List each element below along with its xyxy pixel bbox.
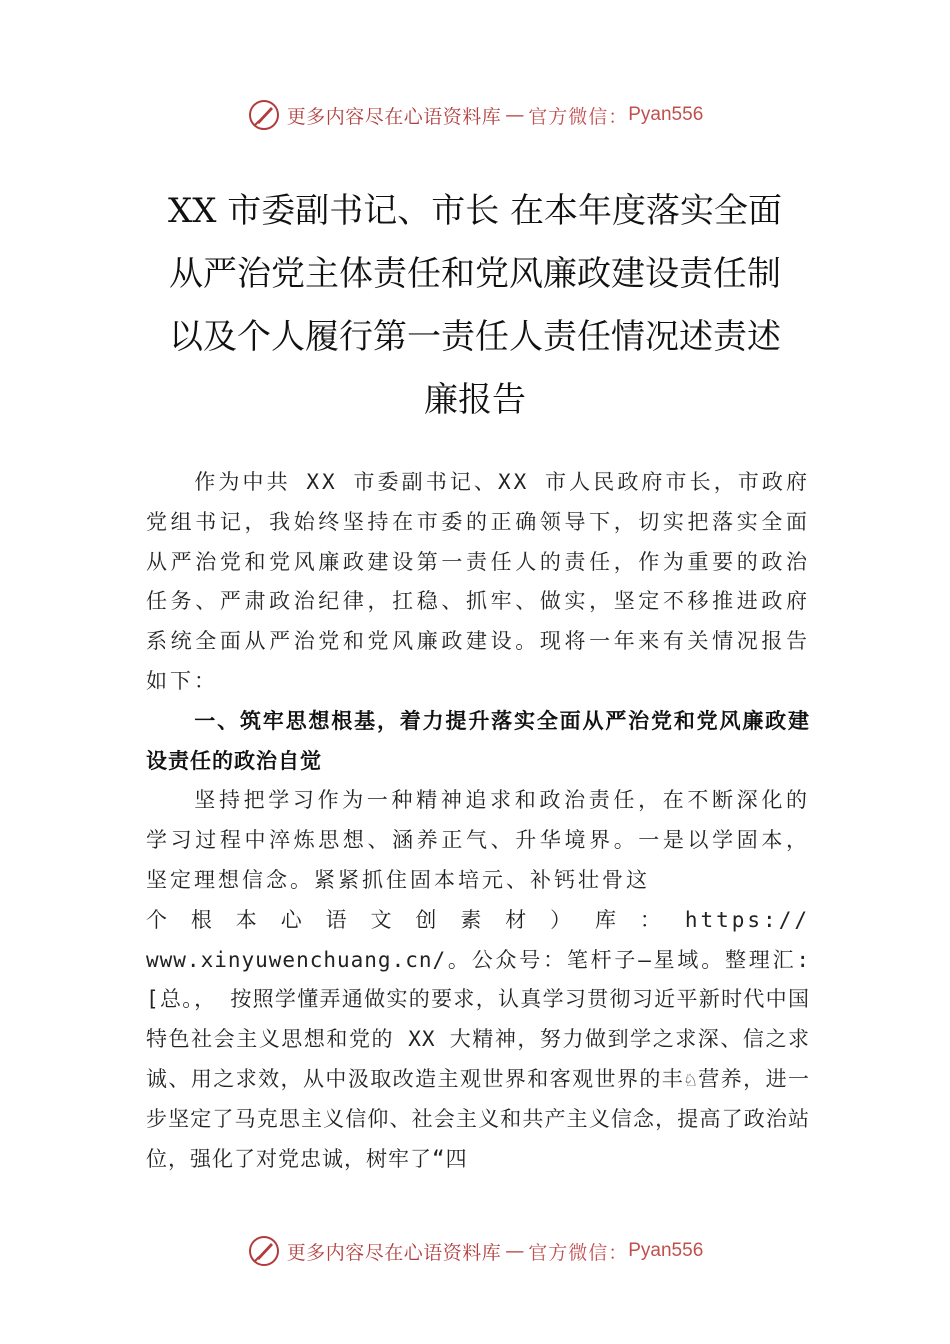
title-line: 以及个人履行第一责任人责任情况述责述 [169, 317, 781, 357]
watermark-wechat-id: Pyan556 [628, 104, 704, 125]
watermark-wechat-id: Pyan556 [628, 1240, 704, 1261]
paragraph-1-spread-line: 个 根 本 心 语 文 创 素 材 ） 库 ： https:// [146, 907, 810, 932]
watermark-brand: 更多内容尽在心语资料库 [286, 1241, 502, 1264]
quill-logo-icon [247, 1234, 281, 1268]
paragraph-1a: 坚持把学习作为一种精神追求和政治责任，在不断深化的学习过程中淬炼思想、涵养正气、升华境界。一是以学固本，坚定理想信念。紧紧抓住固本培元、补钙壮骨这 [146, 788, 810, 892]
document-body [146, 463, 810, 1179]
watermark-dash: — [505, 1240, 525, 1262]
paragraph-1b: www.xinyuwenchuang.cn/。公众号：笔杆子—星域。整理汇:[总。， 按照学懂弄通做实的要求，认真学习贯彻习近平新时代中国特色社会主义思想和党的 XX 大精神，努力做到学之求深、信之求诚、用之求效，从中汲取改造主观世界和客观世界的丰♘营养，进一步坚定了马克思主义信仰、社会主义和共产主义信念，提高了政治站位，强化了对党忠诚，树牢了“四 [146, 947, 810, 1171]
title-line: 廉报告 [424, 380, 526, 420]
watermark-dash: — [505, 104, 525, 126]
intro-paragraph: 作为中共 XX 市委副书记、XX 市人民政府市长，市政府党组书记，我始终坚持在市委的正确领导下，切实把落实全面从严治党和党风廉政建设第一责任人的责任，作为重要的政治任务、严肃政治纪律，扛稳、抓牢、做实，坚定不移推进政府系统全面从严治党和党风廉政建设。现将一年来有关情况报告如下： [146, 470, 810, 693]
quill-logo-icon [247, 98, 281, 132]
title-line: 从严治党主体责任和党风廉政建设责任制 [169, 254, 781, 294]
title-line: XX 市委副书记、市长 在本年度落实全面 [167, 191, 783, 231]
section-heading-1: 一、筑牢思想根基，着力提升落实全面从严治党和党风廉政建设责任的政治自觉 [146, 708, 810, 773]
watermark-wechat-label: 官方微信： [528, 105, 629, 128]
document-title [140, 180, 810, 432]
watermark-brand: 更多内容尽在心语资料库 [286, 105, 502, 128]
watermark-wechat-label: 官方微信： [528, 1241, 629, 1264]
watermark-banner-top [0, 95, 950, 135]
watermark-banner-bottom [0, 1231, 950, 1271]
